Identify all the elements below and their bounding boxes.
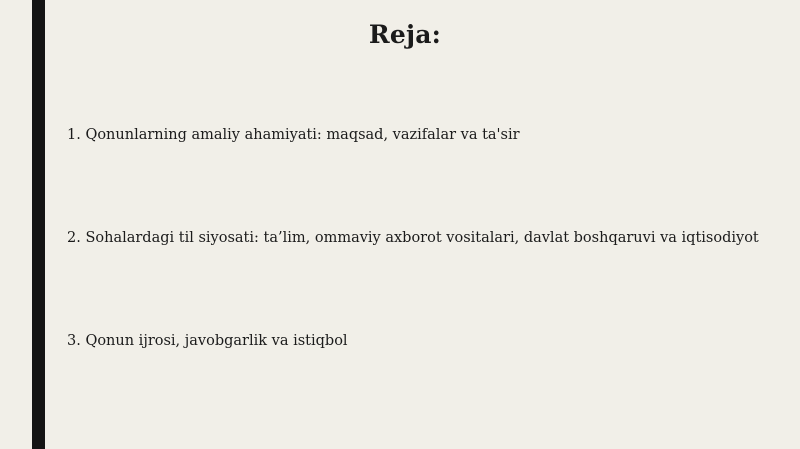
plan-item-1: 1. Qonunlarning amaliy ahamiyati: maqsad, vazifalar va ta'sir xyxy=(67,127,520,143)
decorative-left-bar xyxy=(32,0,45,449)
plan-item-3: 3. Qonun ijrosi, javobgarlik va istiqbol xyxy=(67,333,348,349)
slide-title: Reja: xyxy=(368,20,442,49)
plan-item-2: 2. Sohalardagi til siyosati: ta’lim, ommaviy axborot vositalari, davlat boshqaruvi va iqtisodiyot xyxy=(67,230,759,246)
